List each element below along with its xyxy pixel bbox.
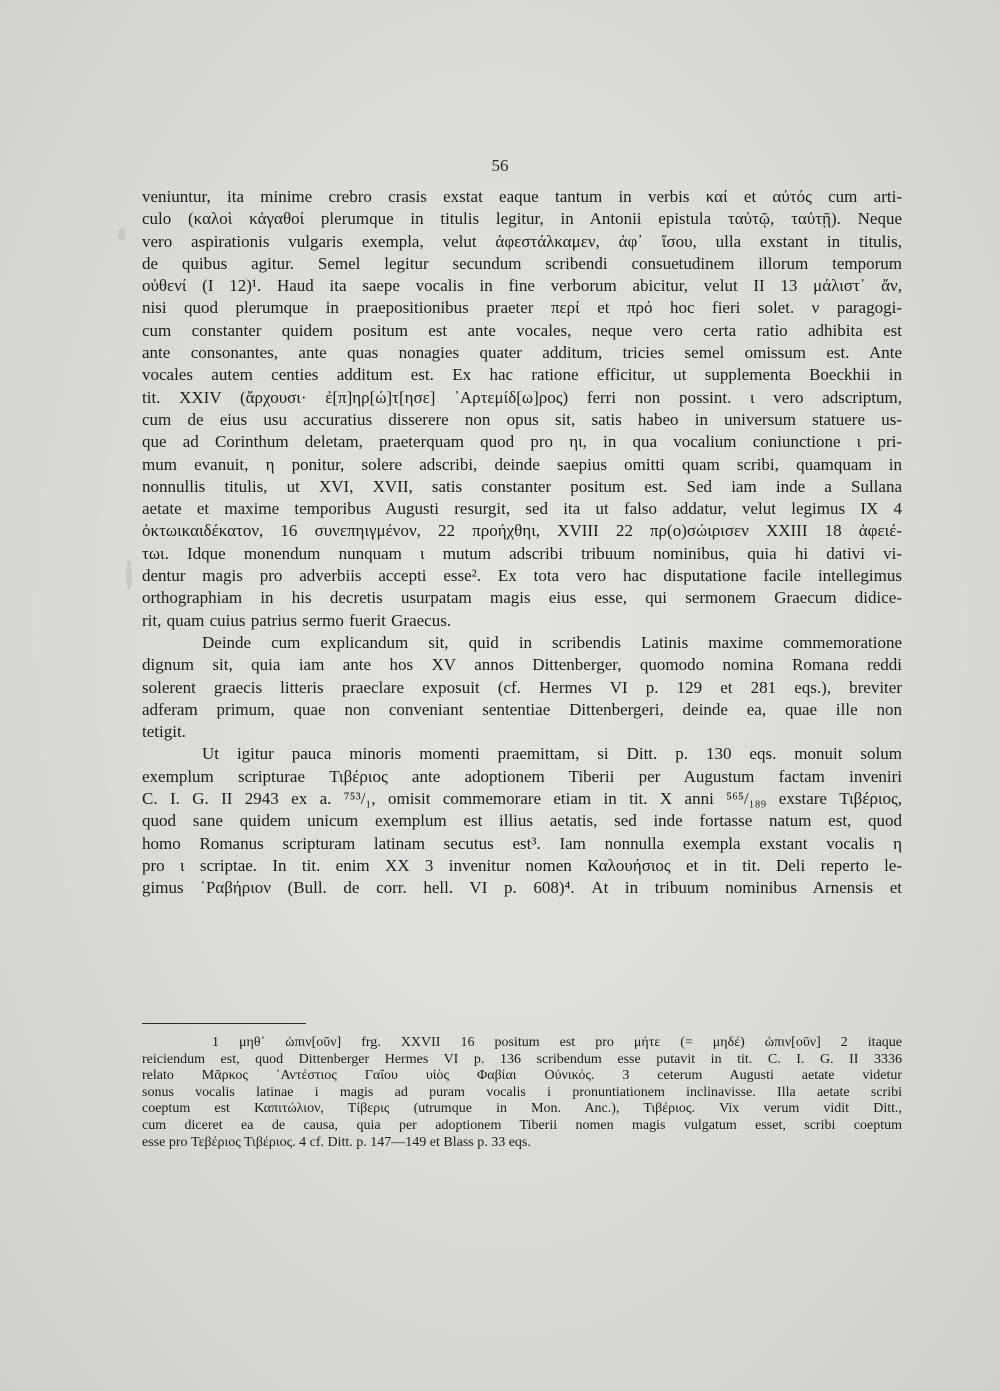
text-line: ὀκτωικαιδέκατον, 16 συνεπηιγμένον, 22 προήχθηι, XVIII 22 πρ(ο)σώιρισεν XXIII 18 ἀφειέ- xyxy=(142,521,902,541)
footnote-line: esse pro Τεβέριος Τιβέριος. 4 cf. Ditt. p. 147—149 et Blass p. 33 eqs. xyxy=(142,1134,531,1150)
text-line: aetate et maxime temporibus Augusti resurgit, sed ita ut falso addatur, velut legimus IX 4 xyxy=(142,499,902,519)
text-line: mum evanuit, η ponitur, solere adscribi, deinde saepius omitti quam scribi, quamquam in xyxy=(142,454,902,474)
text-line: tetigit. xyxy=(142,722,186,742)
footnote-line: 1 μηθ᾽ ὠπιν[οῦν] frg. XXVII 16 positum est pro μήτε (= μηδέ) ὠπιν[οῦν] 2 itaque xyxy=(212,1035,902,1050)
text-line: cum de eius usu accuratius disserere non opus sit, satis habeo in universum statuere us- xyxy=(142,409,902,429)
footnote-divider xyxy=(142,1023,306,1024)
text-line: tit. XXIV (ἄρχουσι· ἐ[π]ηρ[ώ]τ[ησε] ᾿Αρτεμίδ[ω]ρος) ferri non possint. ι vero adscriptum, xyxy=(142,387,902,407)
footnote-line: cum diceret ea de causa, quia per adoptionem Tiberii nomen magis vulgatum esset, scribi coeptum xyxy=(142,1117,902,1133)
text-line: de quibus agitur. Semel legitur secundum scribendi consuetudinem illorum temporum xyxy=(142,253,902,273)
page-number: 56 xyxy=(491,156,509,175)
text-line: C. I. G. II 2943 ex a. ⁷⁵³/₁, omisit commemorare etiam in tit. X anni ⁵⁶⁵/₁₈₉ exstare Τιβέριος, xyxy=(142,789,902,809)
text-line: dignum sit, quia iam ante hos XV annos Dittenberger, quomodo nomina Romana reddi xyxy=(142,655,902,675)
footnotes xyxy=(142,1035,902,1151)
text-line: que ad Corinthum deletam, praeterquam quod pro ηι, in qua vocalium coniunctione ι pri- xyxy=(142,432,902,452)
text-line: solerent graecis litteris praeclare exposuit (cf. Hermes VI p. 129 et 281 eqs.), breviter xyxy=(142,677,902,697)
text-line: pro ι scriptae. In tit. enim XX 3 invenitur nomen Καλουήσιος et in tit. Deli reperto le- xyxy=(142,855,902,875)
text-line: veniuntur, ita minime crebro crasis exstat eaque tantum in verbis καί et αὐτός cum arti- xyxy=(142,187,902,206)
text-line: adferam primum, quae non conveniant sententiae Dittenbergeri, deinde ea, quae ille non xyxy=(142,699,902,719)
text-line: cum constanter quidem positum est ante vocales, neque vero certa ratio adhibita est xyxy=(142,320,902,340)
text-line: rit, quam cuius patrius sermo fuerit Graecus. xyxy=(142,610,452,630)
text-line: quod sane quidem unicum exemplum est illius aetatis, sed inde fortasse natum est, quod xyxy=(142,811,902,831)
text-line: culo (καλοὶ κἀγαθοί plerumque in titulis legitur, in Antonii epistula ταὐτῷ, ταὐτῇ). Neque xyxy=(142,209,902,229)
text-line: vocales autem centies additum est. Ex hac ratione efficitur, ut supplementa Boeckhii in xyxy=(142,365,902,385)
footnote-line: sonus vocalis latinae i magis ad puram vocalis i pronuntiationem inclinavisse. Illa aetate scribi xyxy=(142,1084,902,1100)
text-line: homo Romanus scripturam latinam secutus est³. Iam nonnulla exempla exstant vocalis η xyxy=(142,833,902,853)
text-line: vero aspirationis vulgaris exempla, velut ἀφεστάλκαμεν, ἀφ᾽ ἴσου, ulla exstant in titulis, xyxy=(142,231,902,251)
text-line: nonnullis titulis, ut XVI, XVII, satis constanter positum est. Sed iam inde a Sullana xyxy=(142,476,902,496)
text-line: οὐθενί (I 12)¹. Haud ita saepe vocalis in fine verborum abicitur, velut II 13 μάλιστ᾽ ἄν, xyxy=(142,276,902,296)
paragraph-start-line: Ut igitur pauca minoris momenti praemittam, si Ditt. p. 130 eqs. monuit solum xyxy=(202,744,902,764)
paper-smudge xyxy=(126,560,132,590)
paper-smudge xyxy=(118,228,126,240)
text-line: nisi quod plerumque in praepositionibus praeter περί et πρό hoc fieri solet. ν paragogi- xyxy=(142,298,902,318)
footnote-line: reiciendum est, quod Dittenberger Hermes VI p. 136 scribendum esse putavit in tit. C. I. G. II 3336 xyxy=(142,1051,902,1067)
text-line: orthographiam in his decretis usurpatam magis eius esse, qui sermonem Graecum didice- xyxy=(142,588,902,608)
footnote-line: relato Μᾶρκος ᾿Αντέστιος Γαΐου υἱὸς Φαβίαι Οὐνικός. 3 ceterum Augusti aetate videtur xyxy=(142,1068,902,1084)
body-text xyxy=(142,186,902,900)
text-line: ante consonantes, ante quas nonagies quater additum, tricies semel omissum est. Ante xyxy=(142,343,902,363)
text-line: exemplum scripturae Τιβέριος ante adoptionem Tiberii per Augustum factam inveniri xyxy=(142,766,902,786)
footnote-line: coeptum est Καπιτώλιον, Τίβερις (utrumque in Mon. Anc.), Τιβέριος. Vix verum vidit Ditt., xyxy=(142,1101,902,1117)
text-line: gimus ῾Ραβήριον (Bull. de corr. hell. VI p. 608)⁴. At in tribuum nominibus Arnensis et xyxy=(142,878,902,898)
text-line: dentur magis pro adverbiis accepti esse². Ex tota vero hac disputatione facile intellegimus xyxy=(142,566,902,586)
paragraph-start-line: Deinde cum explicandum sit, quid in scribendis Latinis maxime commemoratione xyxy=(202,632,902,652)
text-line: τωι. Idque monendum nunquam ι mutum adscribi tribuum nominibus, quia hi dativi vi- xyxy=(142,543,902,563)
